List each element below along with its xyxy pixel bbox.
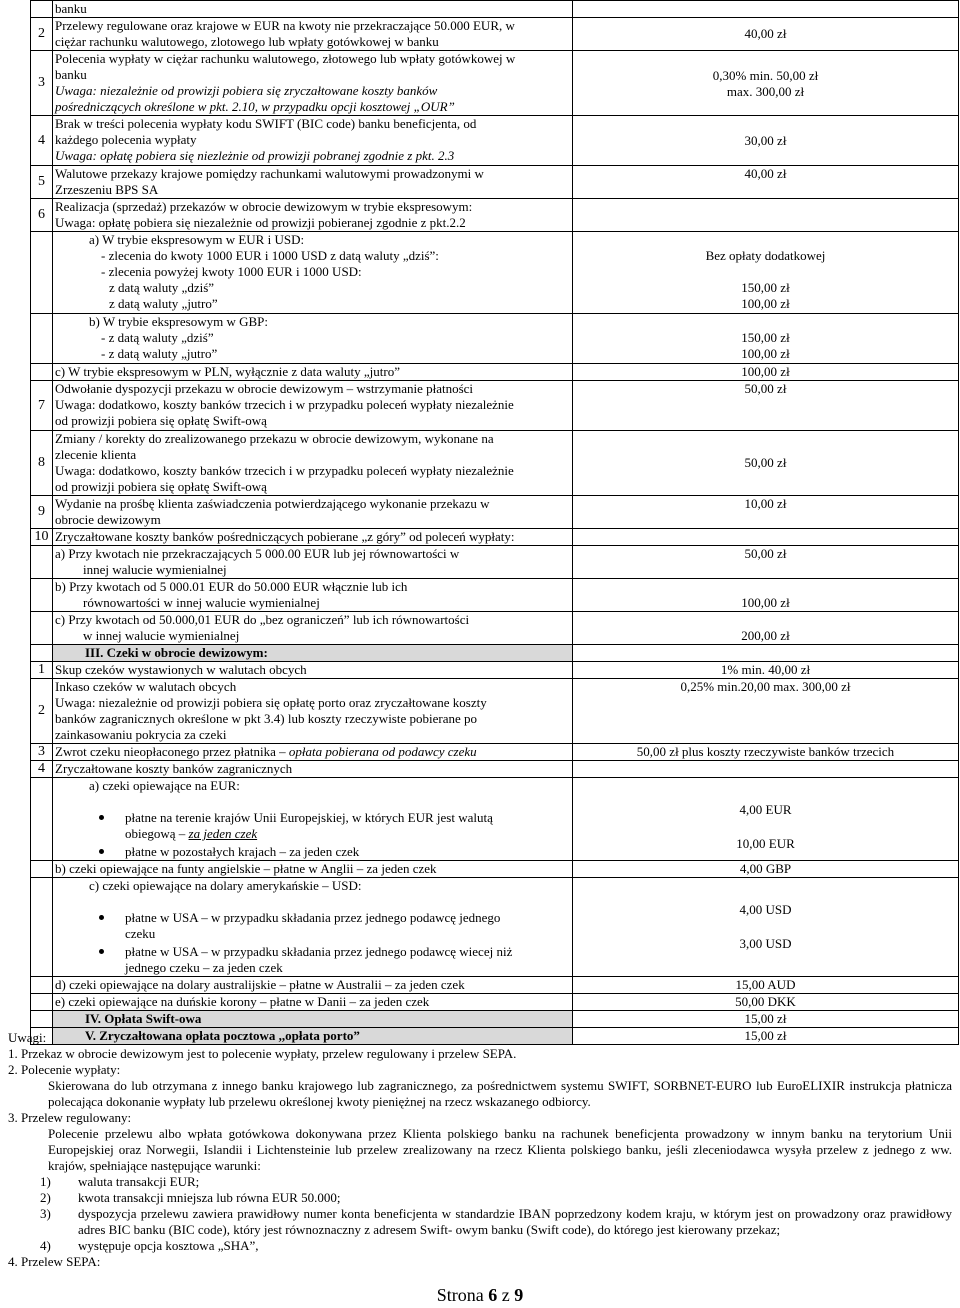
row-value: 15,00 zł xyxy=(573,1011,959,1028)
note-item: 1. Przekaz w obrocie dewizowym jest to polecenie wypłaty, przelew regulowany i przelew SEPA. xyxy=(8,1046,517,1061)
row-text: c) Przy kwotach od 50.000,01 EUR do „bez ograniczeń” lub ich równowartości w innej walucie wymienialnej xyxy=(53,612,573,645)
row-text: Wydanie na prośbę klienta zaświadczenia potwierdzającego wykonanie przekazu w obrocie dewizowym xyxy=(53,496,573,529)
section-title: III. Czeki w obrocie dewizowym: xyxy=(53,645,573,662)
row-text: Zwrot czeku nieopłaconego przez płatnika – opłata pobierana od podawcy czeku xyxy=(53,744,573,761)
table-row xyxy=(31,116,959,166)
row-value: 100,00 zł xyxy=(573,364,959,381)
row-text: Walutowe przekazy krajowe pomiędzy rachunkami walutowymi prowadzonymi w Zrzeszeniu BPS SA xyxy=(53,166,573,199)
note-item: 2. Polecenie wypłaty: xyxy=(8,1062,121,1077)
section-header xyxy=(31,1011,959,1028)
page-footer: Strona 6 z 9 xyxy=(436,1285,524,1305)
row-value: 50,00 DKK xyxy=(573,994,959,1011)
row-text: Realizacja (sprzedaż) przekazów w obrocie dewizowym w trybie ekspresowym: Uwaga: opłatę pobiera się niezależnie od prowizji pobieranej zgodnie z pkt.2.2 xyxy=(53,199,573,232)
row-value: 50,00 zł xyxy=(573,546,959,579)
note-subitem: 4) występuje opcja kosztowa „SHA”, xyxy=(40,1238,259,1253)
row-number: 3 xyxy=(31,744,53,761)
section-header xyxy=(31,645,959,662)
table-row xyxy=(31,679,959,744)
table-row xyxy=(31,861,959,878)
row-number: 7 xyxy=(31,381,53,431)
table-row xyxy=(31,662,959,679)
row-value: 40,00 zł xyxy=(573,166,959,199)
fee-table xyxy=(30,0,959,1045)
note-item: 3. Przelew regulowany: xyxy=(8,1110,132,1125)
row-value: 50,00 zł xyxy=(573,431,959,496)
row-text: Zryczałtowane koszty banków pośredniczących pobierane „z góry” od poleceń wypłaty: xyxy=(53,529,573,546)
row-number: 3 xyxy=(31,51,53,116)
row-value: 0,25% min.20,00 max. 300,00 zł xyxy=(573,679,959,744)
row-text: a) czeki opiewające na EUR: płatne na terenie krajów Unii Europejskiej, w których EUR jest walutą obiegową – za jeden czek płatne w pozostałych krajach – za jeden czek xyxy=(53,778,573,861)
row-number: 1 xyxy=(31,662,53,679)
row-value: 50,00 zł xyxy=(573,381,959,431)
row-text: banku xyxy=(53,1,573,18)
row-number: 2 xyxy=(31,679,53,744)
row-number: 4 xyxy=(31,761,53,778)
bullet-icon xyxy=(99,949,104,954)
row-number: 8 xyxy=(31,431,53,496)
page-number: 6 xyxy=(488,1285,498,1305)
note-text: Skierowana do lub otrzymana z innego banku krajowego lub zagranicznego, za pośrednictwem systemu SWIFT, SORBNET-EURO lub EuroELIXIR instrukcja płatnicza polecająca dokonanie wypłaty lub przelewu określonej kwoty pieniężnej na rzecz wskazanego odbiorcy. xyxy=(48,1078,952,1109)
row-text: b) czeki opiewające na funty angielskie – płatne w Anglii – za jeden czek xyxy=(53,861,573,878)
row-value: 4,00 EUR 10,00 EUR xyxy=(573,778,959,861)
row-text: Odwołanie dyspozycji przekazu w obrocie dewizowym – wstrzymanie płatności Uwaga: dodatkowo, koszty banków trzecich i w przypadku poleceń wypłaty niezależnie od prowizji pobiera się opłatę Swift-ową xyxy=(53,381,573,431)
table-row xyxy=(31,744,959,761)
row-value: 10,00 zł xyxy=(573,496,959,529)
row-value: 4,00 GBP xyxy=(573,861,959,878)
row-value: 40,00 zł xyxy=(573,18,959,51)
row-text: Zmiany / korekty do zrealizowanego przekazu w obrocie dewizowym, wykonane na zlecenie klienta Uwaga: dodatkowo, koszty banków trzecich i w przypadku poleceń wypłaty niezależnie od prowizji pobiera się opłatę Swift-ową xyxy=(53,431,573,496)
bullet-list xyxy=(55,910,570,976)
table-row xyxy=(31,612,959,645)
table-row xyxy=(31,381,959,431)
table-row xyxy=(31,878,959,977)
bullet-icon xyxy=(99,815,104,820)
list-item: płatne na terenie krajów Unii Europejskiej, w których EUR jest walutą obiegową – za jeden czek xyxy=(125,810,570,842)
table-row xyxy=(31,314,959,364)
bullet-list xyxy=(55,810,570,860)
note-text: Polecenie przelewu albo wpłata gotówkowa dokonywana przez Klienta polskiego banku na rachunek beneficjenta prowadzony w innym banku na terytorium Unii Europejskiej oraz Norwegii, Islandii i Lichtensteinie lub przelew zrealizowany na rzecz Klienta polskiego banku, jeśli zleceniodawca wysyła przelew z jednego z ww. krajów, spełniające następujące warunki: xyxy=(48,1126,952,1173)
table-row xyxy=(31,51,959,116)
row-text: Skup czeków wystawionych w walutach obcych xyxy=(53,662,573,679)
table-row xyxy=(31,496,959,529)
row-value: Bez opłaty dodatkowej 150,00 zł 100,00 zł xyxy=(573,232,959,314)
table-row xyxy=(31,364,959,381)
row-number: 2 xyxy=(31,18,53,51)
row-value: 15,00 zł xyxy=(573,1028,959,1045)
page-total: 9 xyxy=(514,1285,524,1305)
row-text: a) W trybie ekspresowym w EUR i USD: - zlecenia do kwoty 1000 EUR i 1000 USD z datą waluty „dziś”: - zlecenia powyżej kwoty 1000 EUR i 1000 USD: z datą waluty „dziś” z datą waluty „jutro” xyxy=(53,232,573,314)
table-row xyxy=(31,778,959,861)
row-number: 10 xyxy=(31,529,53,546)
section-title: V. Zryczałtowana opłata pocztowa ,,opłata porto” xyxy=(53,1028,573,1045)
row-value: 15,00 AUD xyxy=(573,977,959,994)
note-item: 4. Przelew SEPA: xyxy=(8,1254,101,1269)
row-number: 4 xyxy=(31,116,53,166)
table-row xyxy=(31,761,959,778)
bullet-icon xyxy=(99,849,104,854)
row-value: 100,00 zł xyxy=(573,579,959,612)
row-text: c) W trybie ekspresowym w PLN, wyłącznie z data waluty „jutro” xyxy=(53,364,573,381)
section-title: IV. Opłata Swift-owa xyxy=(53,1011,573,1028)
row-text: a) Przy kwotach nie przekraczających 5 000.00 EUR lub jej równowartości w innej walucie wymienialnej xyxy=(53,546,573,579)
list-item: płatne w USA – w przypadku składania przez jednego podawcę wiecej niż jednego czeku – za jeden czek xyxy=(125,944,570,976)
notes-heading: Uwagi: xyxy=(8,1030,47,1045)
table-row xyxy=(31,977,959,994)
table-row xyxy=(31,994,959,1011)
bullet-icon xyxy=(99,915,104,920)
row-value: 0,30% min. 50,00 zł max. 300,00 zł xyxy=(573,51,959,116)
row-text: b) Przy kwotach od 5 000.01 EUR do 50.000 EUR włącznie lub ich równowartości w innej walucie wymienialnej xyxy=(53,579,573,612)
row-number: 9 xyxy=(31,496,53,529)
table-row xyxy=(31,232,959,314)
row-text: b) W trybie ekspresowym w GBP: - z datą waluty „dziś” - z datą waluty „jutro” xyxy=(53,314,573,364)
row-value: 200,00 zł xyxy=(573,612,959,645)
row-value: 1% min. 40,00 zł xyxy=(573,662,959,679)
table-row xyxy=(31,18,959,51)
note-subitem: 3) dyspozycja przelewu zawiera prawidłowy numer konta beneficjenta w standardzie IBAN poprzedzony kodem kraju, w którym jest on prowadzony oraz prawidłowy adres BIC banku (BIC code), który jest równoznaczny z adresem Swift- owym banku (Swift code), do którego jest kierowany przekaz; xyxy=(40,1206,952,1237)
table-row xyxy=(31,1,959,18)
table-row xyxy=(31,529,959,546)
list-item: płatne w USA – w przypadku składania przez jednego podawcę jednego czeku xyxy=(125,910,570,942)
list-item: płatne w pozostałych krajach – za jeden czek xyxy=(125,844,570,860)
row-value: 30,00 zł xyxy=(573,116,959,166)
table-row xyxy=(31,166,959,199)
row-text: d) czeki opiewające na dolary australijskie – płatne w Australii – za jeden czek xyxy=(53,977,573,994)
row-value: 150,00 zł 100,00 zł xyxy=(573,314,959,364)
row-text: e) czeki opiewające na duńskie korony – płatne w Danii – za jeden czek xyxy=(53,994,573,1011)
row-text: Brak w treści polecenia wypłaty kodu SWIFT (BIC code) banku beneficjenta, od każdego polecenia wypłaty Uwaga: opłatę pobiera się niezleżnie od prowizji pobranej zgodnie z pkt. 2.3 xyxy=(53,116,573,166)
row-value: 4,00 USD 3,00 USD xyxy=(573,878,959,977)
table-row xyxy=(31,579,959,612)
table-row xyxy=(31,431,959,496)
row-text: c) czeki opiewające na dolary amerykańskie – USD: płatne w USA – w przypadku składania przez jednego podawcę jednego czeku płatne w USA – w przypadku składania przez jednego podawcę wiecej niż jednego czeku – za jeden czek xyxy=(53,878,573,977)
row-value: 50,00 zł plus koszty rzeczywiste banków trzecich xyxy=(573,744,959,761)
row-number: 6 xyxy=(31,199,53,232)
row-number: 5 xyxy=(31,166,53,199)
row-text: Polecenia wypłaty w ciężar rachunku walutowego, złotowego lub wpłaty gotówkowej w banku Uwaga: niezależnie od prowizji pobiera się zryczałtowane koszty banków pośredniczących określone w pkt. 2.10, w przypadku opcji kosztowej „OUR” xyxy=(53,51,573,116)
row-text: Przelewy regulowane oraz krajowe w EUR na kwoty nie przekraczające 50.000 EUR, w ciężar rachunku walutowego, zlotowego lub wpłaty gotówkowej w banku xyxy=(53,18,573,51)
note-subitem: 1) waluta transakcji EUR; xyxy=(40,1174,200,1189)
table-row xyxy=(31,546,959,579)
notes-section xyxy=(8,1030,952,1270)
table-row xyxy=(31,199,959,232)
note-subitem: 2) kwota transakcji mniejsza lub równa EUR 50.000; xyxy=(40,1190,341,1205)
row-text: Zryczałtowane koszty banków zagranicznych xyxy=(53,761,573,778)
row-text: Inkaso czeków w walutach obcych Uwaga: niezależnie od prowizji pobiera się opłatę porto oraz zryczałtowane koszty banków zagranicznych określone w pkt 3.4) lub koszty rzeczywiste pobierane po zainkasowaniu pokrycia za czeki xyxy=(53,679,573,744)
